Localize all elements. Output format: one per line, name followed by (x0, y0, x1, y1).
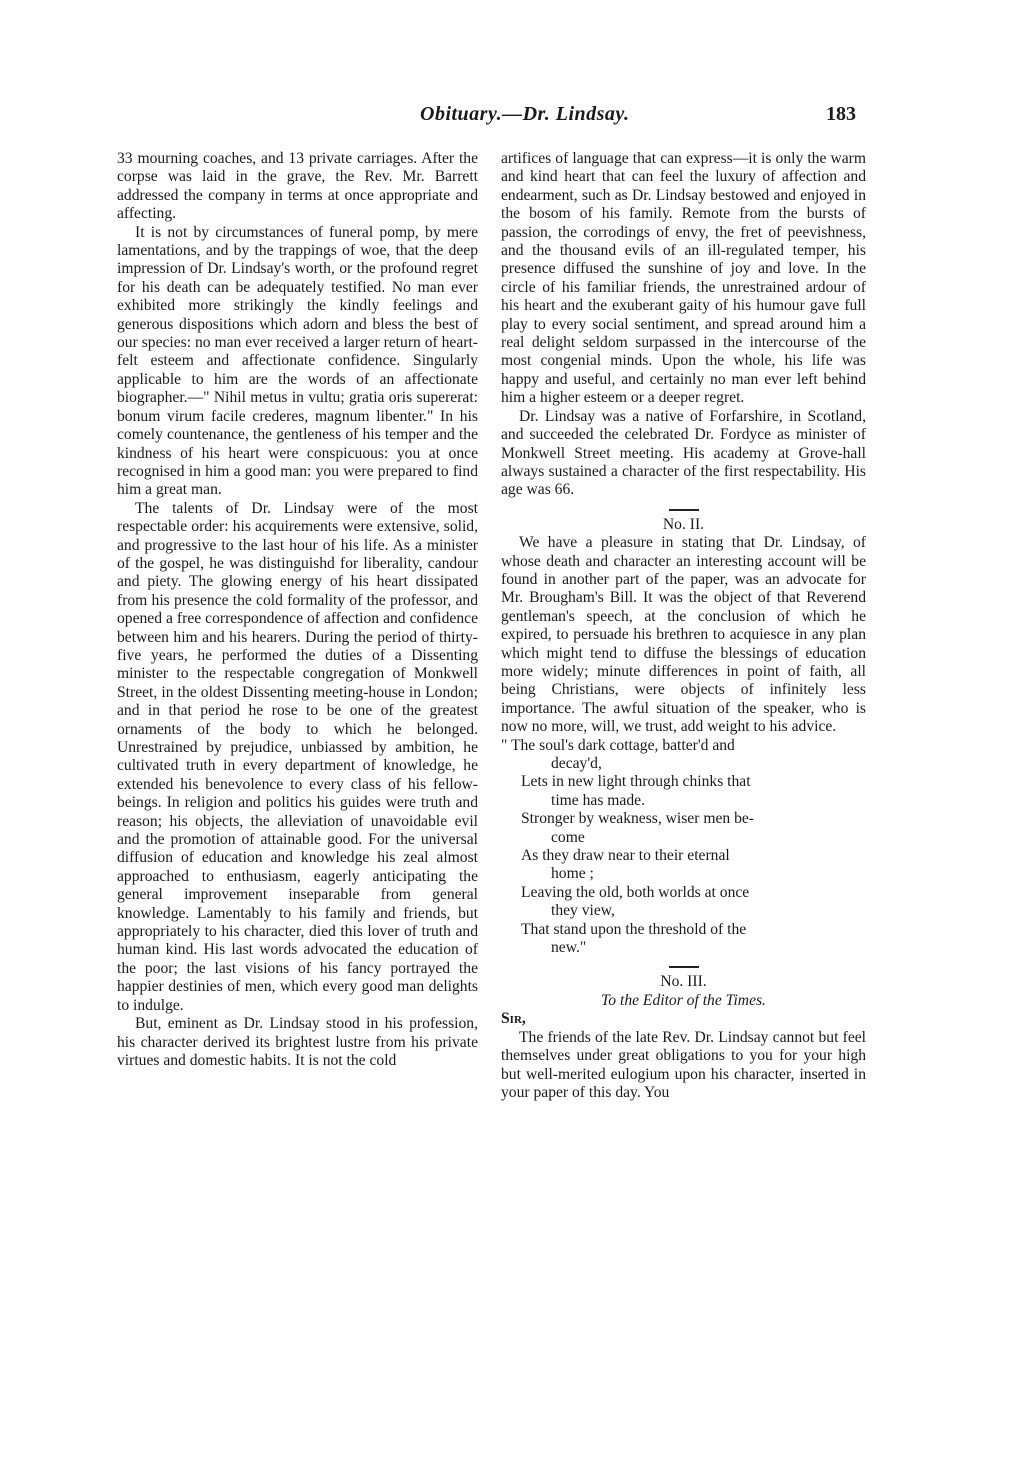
paragraph: We have a pleasure in stating that Dr. Lindsay, of whose death and character an interesting account will be found in another part of the paper, was an advocate for Mr. Brougham's Bill. It was the object of that Reverend gentleman's speech, at the conclusion of which he expired, to persuade his brethren to acquiesce in any plan which might tend to diffuse the blessings of education more widely; minute differences in point of faith, all being Christians, were objects of infinitely less importance. The awful situation of the speaker, who is now no more, will, we trust, add weight to his advice. (501, 534, 866, 736)
paragraph: Dr. Lindsay was a native of Forfarshire, in Scotland, and succeeded the celebrated Dr. Fordyce as minister of Monkwell Street meeting. His academy at Grove-hall always sustained a character of the first respectability. His age was 66. (501, 407, 866, 499)
section-divider (669, 509, 699, 511)
verse-line-continuation: home ; (551, 865, 594, 883)
verse-line: Leaving the old, both worlds at once (521, 883, 750, 901)
paragraph: 33 mourning coaches, and 13 private carriages. After the corpse was laid in the grave, the Rev. Mr. Barrett addressed the company in terms at once appropriate and affecting. (117, 150, 478, 223)
verse-line: Lets in new light through chinks that (521, 773, 751, 791)
paragraph: artifices of language that can express—it is only the warm and kind heart that can feel the luxury of affection and endearment, such as Dr. Lindsay bestowed and enjoyed in the bosom of his family. Remote from the bursts of passion, the corrodings of envy, the fret of peevishness, and the thousand evils of an ill-regulated temper, his presence diffused the sunshine of joy and love. In the circle of his familiar friends, the unrestrained ardour of his heart and the exuberant gaity of his humour gave full play to every social sentiment, and spread around him a real delight seldom surpassed in the intercourse of the most congenial minds. Upon the whole, his life was happy and useful, and certainly no man ever left behind him a higher esteem or a deeper regret. (501, 150, 866, 407)
running-title: Obituary.—Dr. Lindsay. (420, 103, 630, 125)
right-column (501, 150, 866, 1102)
left-column (117, 150, 478, 1070)
verse-line: As they draw near to their eternal (521, 847, 730, 865)
verse-line-continuation: new." (551, 939, 587, 957)
verse-line: " The soul's dark cottage, batter'd and (501, 736, 735, 754)
paragraph: The friends of the late Rev. Dr. Lindsay cannot but feel themselves under great obligations to you for your high but well-merited eulogium upon his character, inserted in your paper of this day. You (501, 1028, 866, 1101)
verse-line-continuation: come (551, 828, 585, 846)
section-divider (669, 966, 699, 968)
section-subheading: To the Editor of the Times. (601, 991, 766, 1009)
verse-line: Stronger by weakness, wiser men be- (521, 810, 754, 828)
page-number: 183 (826, 103, 856, 125)
verse-line-continuation: time has made. (551, 791, 645, 809)
paragraph: But, eminent as Dr. Lindsay stood in his profession, his character derived its brightest lustre from his private virtues and domestic habits. It is not the cold (117, 1015, 478, 1069)
paragraph: It is not by circumstances of funeral pomp, by mere lamentations, and by the trappings of woe, that the deep impression of Dr. Lindsay's worth, or the profound regret for his death can be adequately testified. No man ever exhibited more strikingly the kindly feelings and generous dispositions which adorn and bless the best of our species: no man ever received a larger return of heart-felt esteem and affectionate confidence. Singularly applicable to him are the words of an affectionate biographer.—" Nihil metus in vultu; gratia oris supererat: bonum virum facile crederes, magnum libenter." In his comely countenance, the gentleness of his temper and the kindness of his heart were conspicuous: you at once recognised in him a good man: you were prepared to find him a great man. (117, 223, 478, 499)
verse-line: That stand upon the threshold of the (521, 920, 747, 938)
verse-quotation (501, 737, 866, 958)
verse-line-continuation: decay'd, (551, 755, 602, 772)
section-heading: No. II. (662, 515, 705, 533)
verse-line-continuation: they view, (551, 902, 615, 920)
section-heading: No. III. (660, 973, 707, 991)
paragraph: The talents of Dr. Lindsay were of the most respectable order: his acquirements were extensive, solid, and progressive to the last hour of his life. As a minister of the gospel, he was distinguishd for liberality, candour and piety. The glowing energy of his heart dissipated from his presence the cold formality of the professor, and opened a free correspondence of affection and confidence between him and his hearers. During the period of thirty-five years, he performed the duties of a Dissenting minister to the respectable congregation of Monkwell Street, in the oldest Dissenting meeting-house in London; and in that period he rose to be one of the greatest ornaments of the body to which he belonged. Unrestrained by prejudice, unbiassed by ambition, he cultivated truth in every department of knowledge, he extended his benevolence to every class of his fellow-beings. In religion and politics his guides were truth and reason; his objects, the alleviation of unavoidable evil and the promotion of attainable good. For the universal diffusion of education and knowledge his zeal almost approached to enthusiasm, eagerly anticipating the general improvement inseparable from general knowledge. Lamentably to his family and friends, but appropriately to his character, died this lover of truth and human kind. His last words advocated the education of the poor; the last visions of his fancy portrayed the happier destinies of men, which every good man delights to indulge. (117, 499, 478, 1014)
salutation: Sir, (501, 1010, 526, 1028)
